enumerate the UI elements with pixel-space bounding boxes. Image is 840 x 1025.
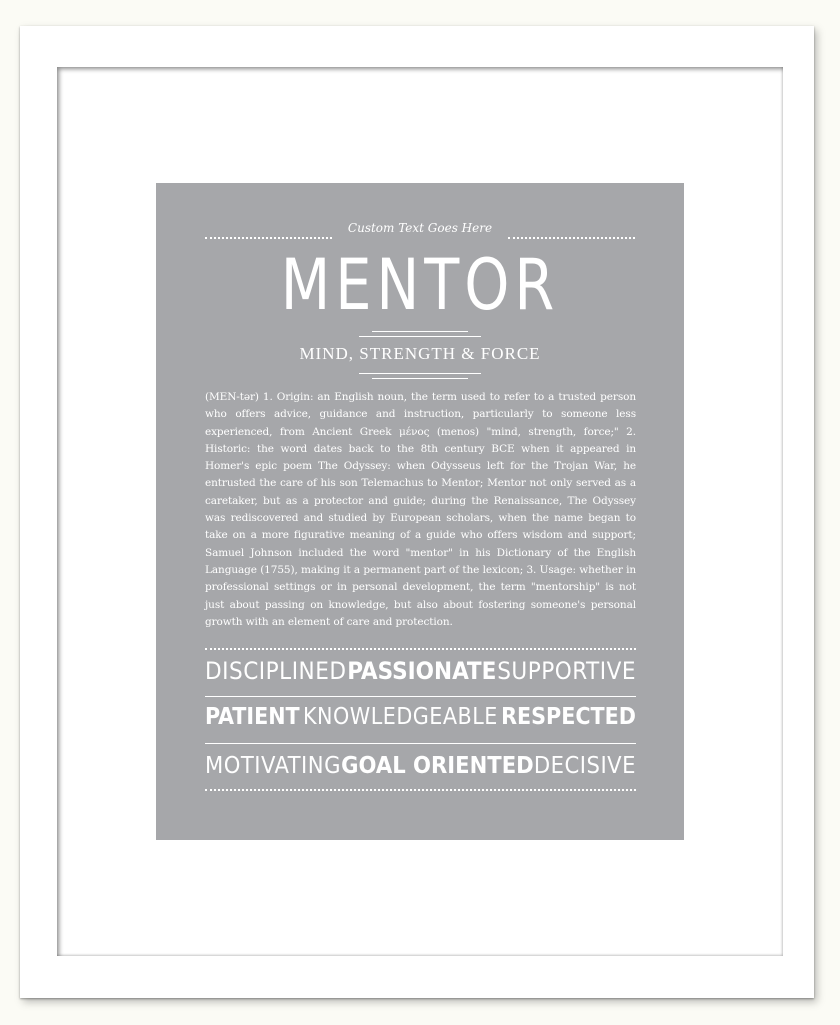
dotted-divider-left [205, 237, 332, 239]
trait-word: SUPPORTIVE [497, 657, 636, 685]
trait-word: DECISIVE [533, 751, 636, 779]
traits-dotted-divider-top [205, 648, 636, 650]
trait-word: PASSIONATE [347, 657, 497, 685]
traits-dotted-divider-bottom [205, 789, 636, 791]
traits-row-1 [205, 657, 636, 685]
meaning-rule-bottom-1 [359, 373, 481, 374]
name-definition-print [156, 183, 684, 840]
meaning-rule-bottom-2 [372, 378, 468, 379]
trait-word: RESPECTED [501, 704, 636, 730]
dotted-divider-right [508, 237, 635, 239]
trait-word: MOTIVATING [205, 751, 341, 779]
custom-text: Custom Text Goes Here [347, 221, 493, 235]
trait-word: PATIENT [205, 704, 300, 730]
title-rule-top-1 [372, 331, 468, 332]
title-rule-top-2 [359, 336, 481, 337]
trait-word: DISCIPLINED [205, 657, 347, 685]
traits-rule-2 [205, 743, 636, 744]
trait-word: KNOWLEDGEABLE [302, 704, 498, 730]
traits-rule-1 [205, 696, 636, 697]
name-meaning: MIND, STRENGTH & FORCE [299, 344, 541, 363]
traits-row-2 [205, 704, 636, 730]
trait-word: GOAL ORIENTED [341, 751, 534, 779]
traits-row-3 [205, 751, 636, 779]
name-definition: (MEN-tər) 1. Origin: an English noun, the term used to refer to a trusted person who offers advice, guidance and instruction, particularly to someone less experienced, from Ancient Greek μένος (menos) "mind, strength, force;" 2. Historic: the word dates back to the 8th century BCE when it appeared in Homer's epic poem The Odyssey: when Odysseus left for the Trojan War, he entrusted the care of his son Telemachus to Mentor; Mentor not only served as a caretaker, but as a protector and guide; during the Renaissance, The Odyssey was rediscovered and studied by European scholars, when the name began to take on a more figurative meaning of a guide who offers wisdom and support; Samuel Johnson included the word "mentor" in his Dictionary of the English Language (1755), making it a permanent part of the lexicon; 3. Usage: whether in professional settings or in personal development, the term "mentorship" is not just about passing on knowledge, but also about fostering someone's personal growth with an element of care and protection. [205, 391, 636, 628]
name-title: MENTOR [280, 244, 560, 326]
